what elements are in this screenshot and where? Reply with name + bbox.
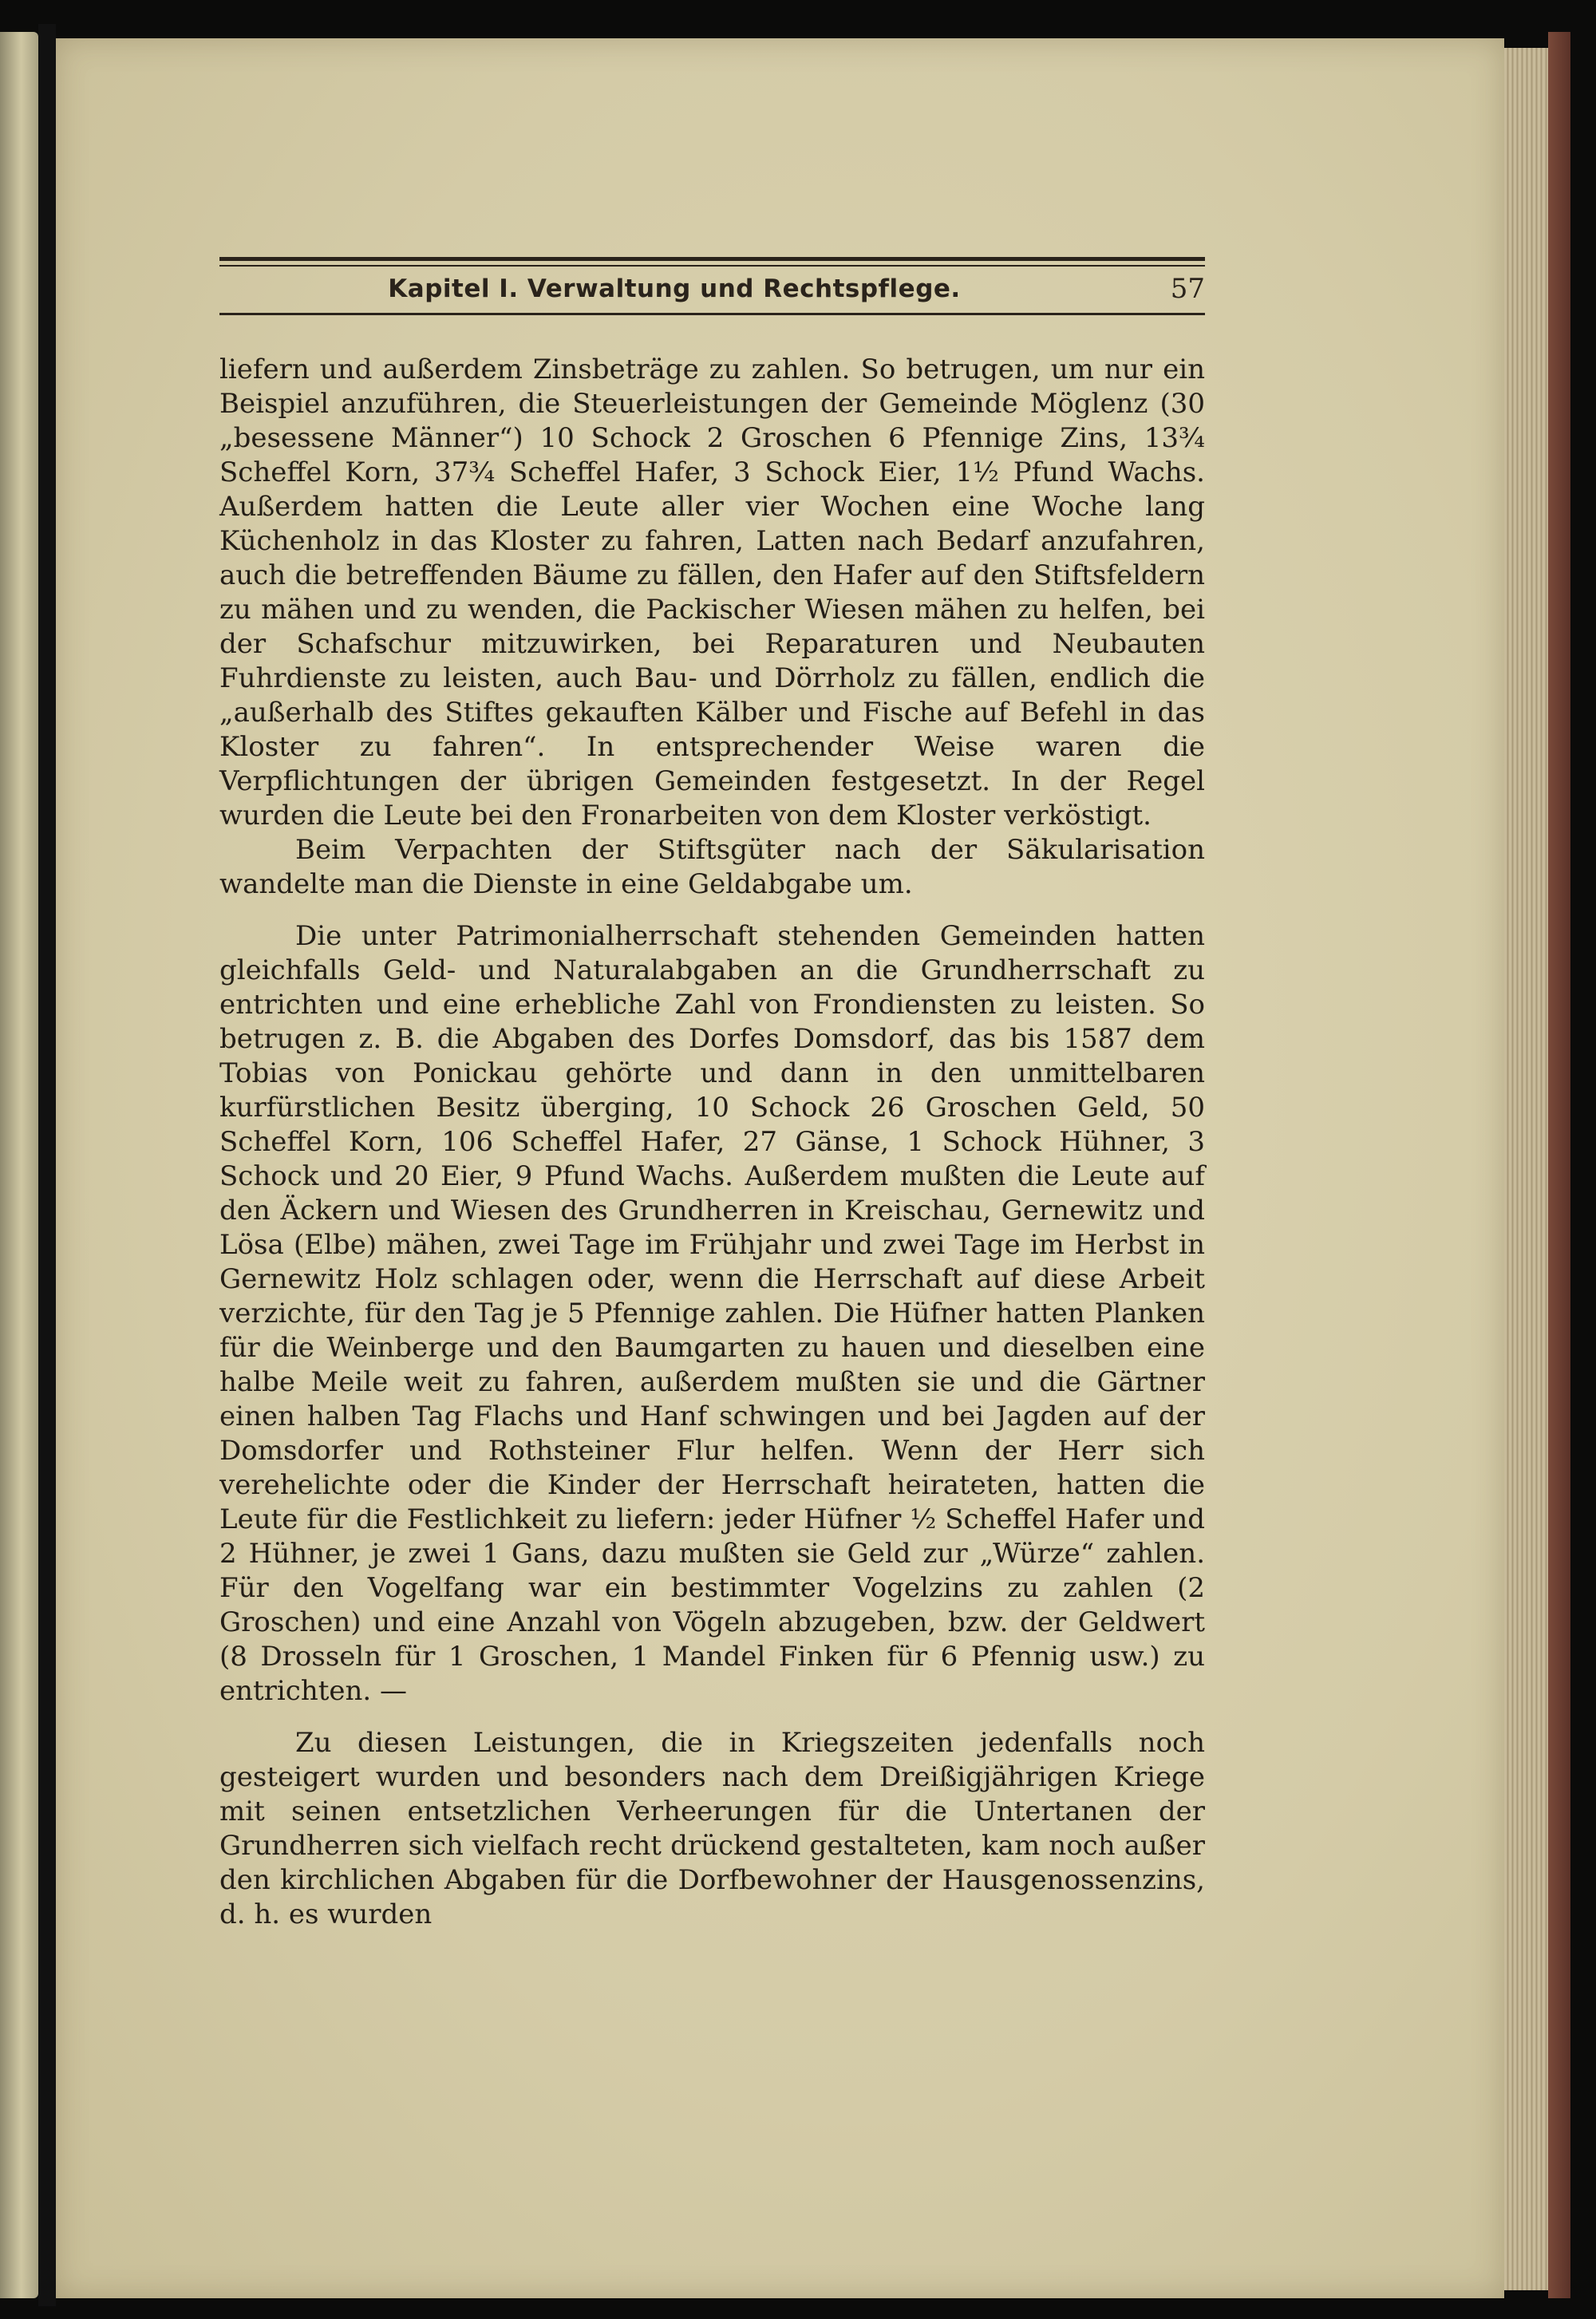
- header-rule-bottom: [219, 313, 1205, 315]
- paragraph-3: Die unter Patrimonialherrschaft stehenden Gemeinden hatten gleichfalls Geld- und Naturalabgaben an die Grundherrschaft zu entrichten und eine erhebliche Zahl von Frondiensten zu leisten. So betrugen z. B. die Abgaben des Dorfes Domsdorf, das bis 1587 dem Tobias von Ponickau gehörte und dann in den unmittelbaren kurfürstlichen Besitz überging, 10 Schock 26 Groschen Geld, 50 Scheffel Korn, 106 Scheffel Hafer, 27 Gänse, 1 Schock Hühner, 3 Schock und 20 Eier, 9 Pfund Wachs. Außerdem mußten die Leute auf den Äckern und Wiesen des Grundherren in Kreischau, Gernewitz und Lösa (Elbe) mähen, zwei Tage im Frühjahr und zwei Tage im Herbst in Gernewitz Holz schlagen oder, wenn die Herrschaft auf diese Arbeit verzichte, für den Tag je 5 Pfennige zahlen. Die Hüfner hatten Planken für die Weinberge und den Baumgarten zu hauen und dieselben eine halbe Meile weit zu fahren, außerdem mußten sie und die Gärtner einen halben Tag Flachs und Hanf schwingen und bei Jagden auf der Domsdorfer und Rothsteiner Flur helfen. Wenn der Herr sich verehelichte oder die Kinder der Herrschaft heirateten, hatten die Leute für die Festlichkeit zu liefern: jeder Hüfner ½ Scheffel Hafer und 2 Hühner, je zwei 1 Gans, dazu mußten sie Geld zur „Würze“ zahlen. Für den Vogelfang war ein bestimmter Vogelzins zu zahlen (2 Groschen) und eine Anzahl von Vögeln abzugeben, bzw. der Geldwert (8 Drosseln für 1 Groschen, 1 Mandel Finken für 6 Pfennig usw.) zu entrichten. —: [219, 920, 1205, 1707]
- page-header: [219, 257, 1205, 318]
- book-gutter: [38, 24, 56, 2306]
- running-head: Kapitel I. Verwaltung und Rechtspflege.: [388, 275, 961, 303]
- facing-page-edge: [0, 32, 38, 2298]
- header-rule-top-thin: [219, 265, 1205, 267]
- paragraph-1: liefern und außerdem Zinsbeträge zu zahlen. So betrugen, um nur ein Beispiel anzuführen, die Steuerleistungen der Gemeinde Möglenz (30 „besessene Männer“) 10 Schock 2 Groschen 6 Pfennige Zins, 13¾ Scheffel Korn, 37¾ Scheffel Hafer, 3 Schock Eier, 1½ Pfund Wachs. Außerdem hatten die Leute aller vier Wochen eine Woche lang Küchenholz in das Kloster zu fahren, Latten nach Bedarf anzufahren, auch die betreffenden Bäume zu fällen, den Hafer auf den Stiftsfeldern zu mähen und zu wenden, die Packischer Wiesen mähen zu helfen, bei der Schafschur mitzuwirken, bei Reparaturen und Neubauten Fuhrdienste zu leisten, auch Bau- und Dörrholz zu fällen, endlich die „außerhalb des Stiftes gekauften Kälber und Fische auf Befehl in das Kloster zu fahren“. In entsprechender Weise waren die Verpflichtungen der übrigen Gemeinden festgesetzt. In der Regel wurden die Leute bei den Fronarbeiten von dem Kloster verköstigt.: [219, 354, 1205, 832]
- body-text: [219, 353, 1205, 1932]
- header-rule-top: [219, 257, 1205, 261]
- page-number: 57: [1170, 273, 1205, 305]
- paragraph-2: Beim Verpachten der Stiftsgüter nach der Säkularisation wandelte man die Dienste in eine Geldabgabe um.: [219, 834, 1205, 900]
- paragraph-4: Zu diesen Leistungen, die in Kriegszeiten jedenfalls noch gesteigert wurden und besonders nach dem Dreißigjährigen Kriege mit seinen entsetzlichen Verheerungen für die Untertanen der Grundherren sich vielfach recht drückend gestalteten, kam noch außer den kirchlichen Abgaben für die Dorfbewohner der Hausgenossenzins, d. h. es wurden: [219, 1727, 1205, 1930]
- book-cover-edge: [1548, 32, 1570, 2298]
